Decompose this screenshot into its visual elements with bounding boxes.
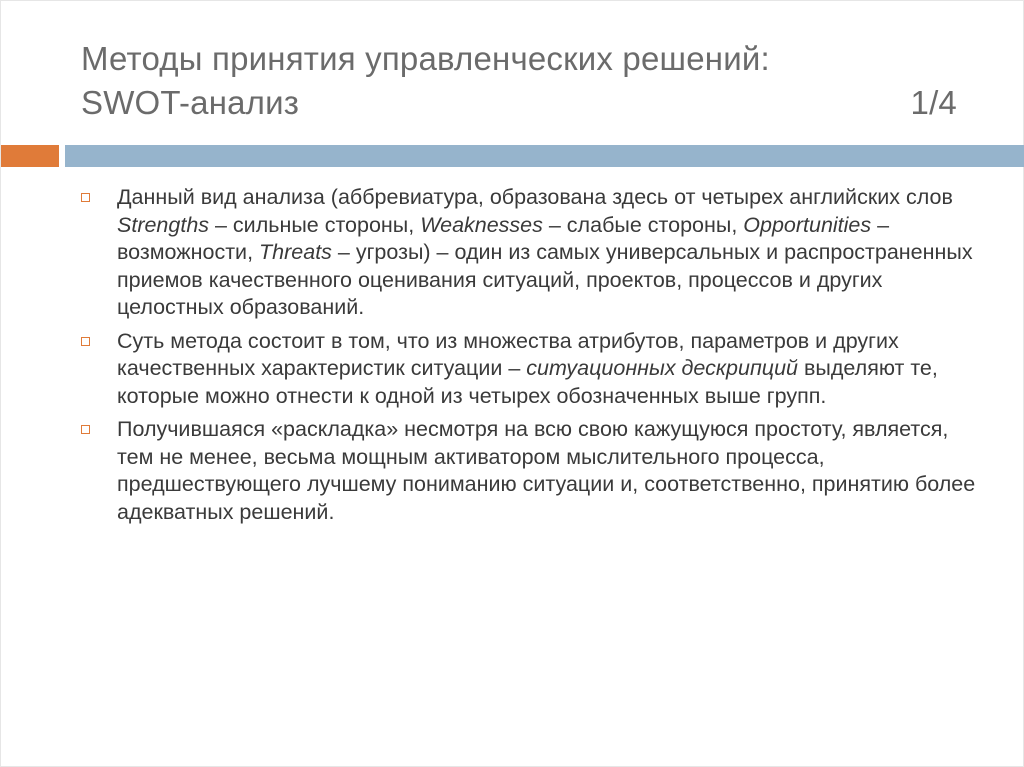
slide-title — [81, 37, 961, 125]
bullet-text — [117, 328, 979, 411]
bullet-text — [117, 416, 979, 526]
divider-bar — [65, 145, 1024, 167]
bullet-item-definition — [79, 184, 979, 322]
square-bullet-icon — [81, 337, 90, 346]
text-segment: – возможности, — [117, 212, 890, 264]
accent-bar — [1, 145, 59, 167]
text-segment: Суть метода состоит в том, что из множества атрибутов, параметров и других качественных характеристик ситуации – — [117, 328, 899, 380]
square-bullet-icon — [81, 425, 90, 434]
term-strengths: Strengths — [117, 212, 210, 237]
title-line-1: Методы принятия управленческих решений: — [81, 40, 770, 77]
term-threats: Threats — [259, 240, 332, 264]
title-line-2 — [81, 81, 957, 125]
text-segment: – слабые стороны, — [542, 212, 744, 237]
text-segment: Получившаяся «раскладка» несмотря на всю свою кажущуюся простоту, является, тем не менее, весьма мощным активатором мыслительного процесса, предшествующего лучшему пониманию ситуации и, соответственно, принятию более адекватных решений. — [117, 417, 976, 524]
bullet-text — [117, 184, 979, 322]
text-segment: Данный вид анализа (аббревиатура, образована здесь от четырех английских слов — [117, 185, 953, 209]
term-situational-descriptors: ситуационных дескрипций — [526, 356, 799, 380]
text-segment: – сильные стороны, — [209, 212, 421, 237]
bullet-item-method — [79, 328, 979, 411]
text-segment: выделяют те, которые можно отнести к одной из четырех обозначенных выше групп. — [117, 356, 938, 408]
square-bullet-icon — [81, 193, 90, 202]
bullet-list — [79, 184, 979, 532]
term-weaknesses: Weaknesses — [420, 212, 543, 237]
text-segment: – угрозы) – один из самых универсальных и распространенных приемов качественного оценивания ситуаций, проектов, процессов и других целостных образований. — [117, 240, 973, 319]
bullet-item-conclusion — [79, 416, 979, 526]
title-subject: SWOT-анализ — [81, 84, 300, 121]
term-opportunities: Opportunities — [743, 212, 872, 237]
slide-part-counter: 1/4 — [910, 84, 957, 121]
